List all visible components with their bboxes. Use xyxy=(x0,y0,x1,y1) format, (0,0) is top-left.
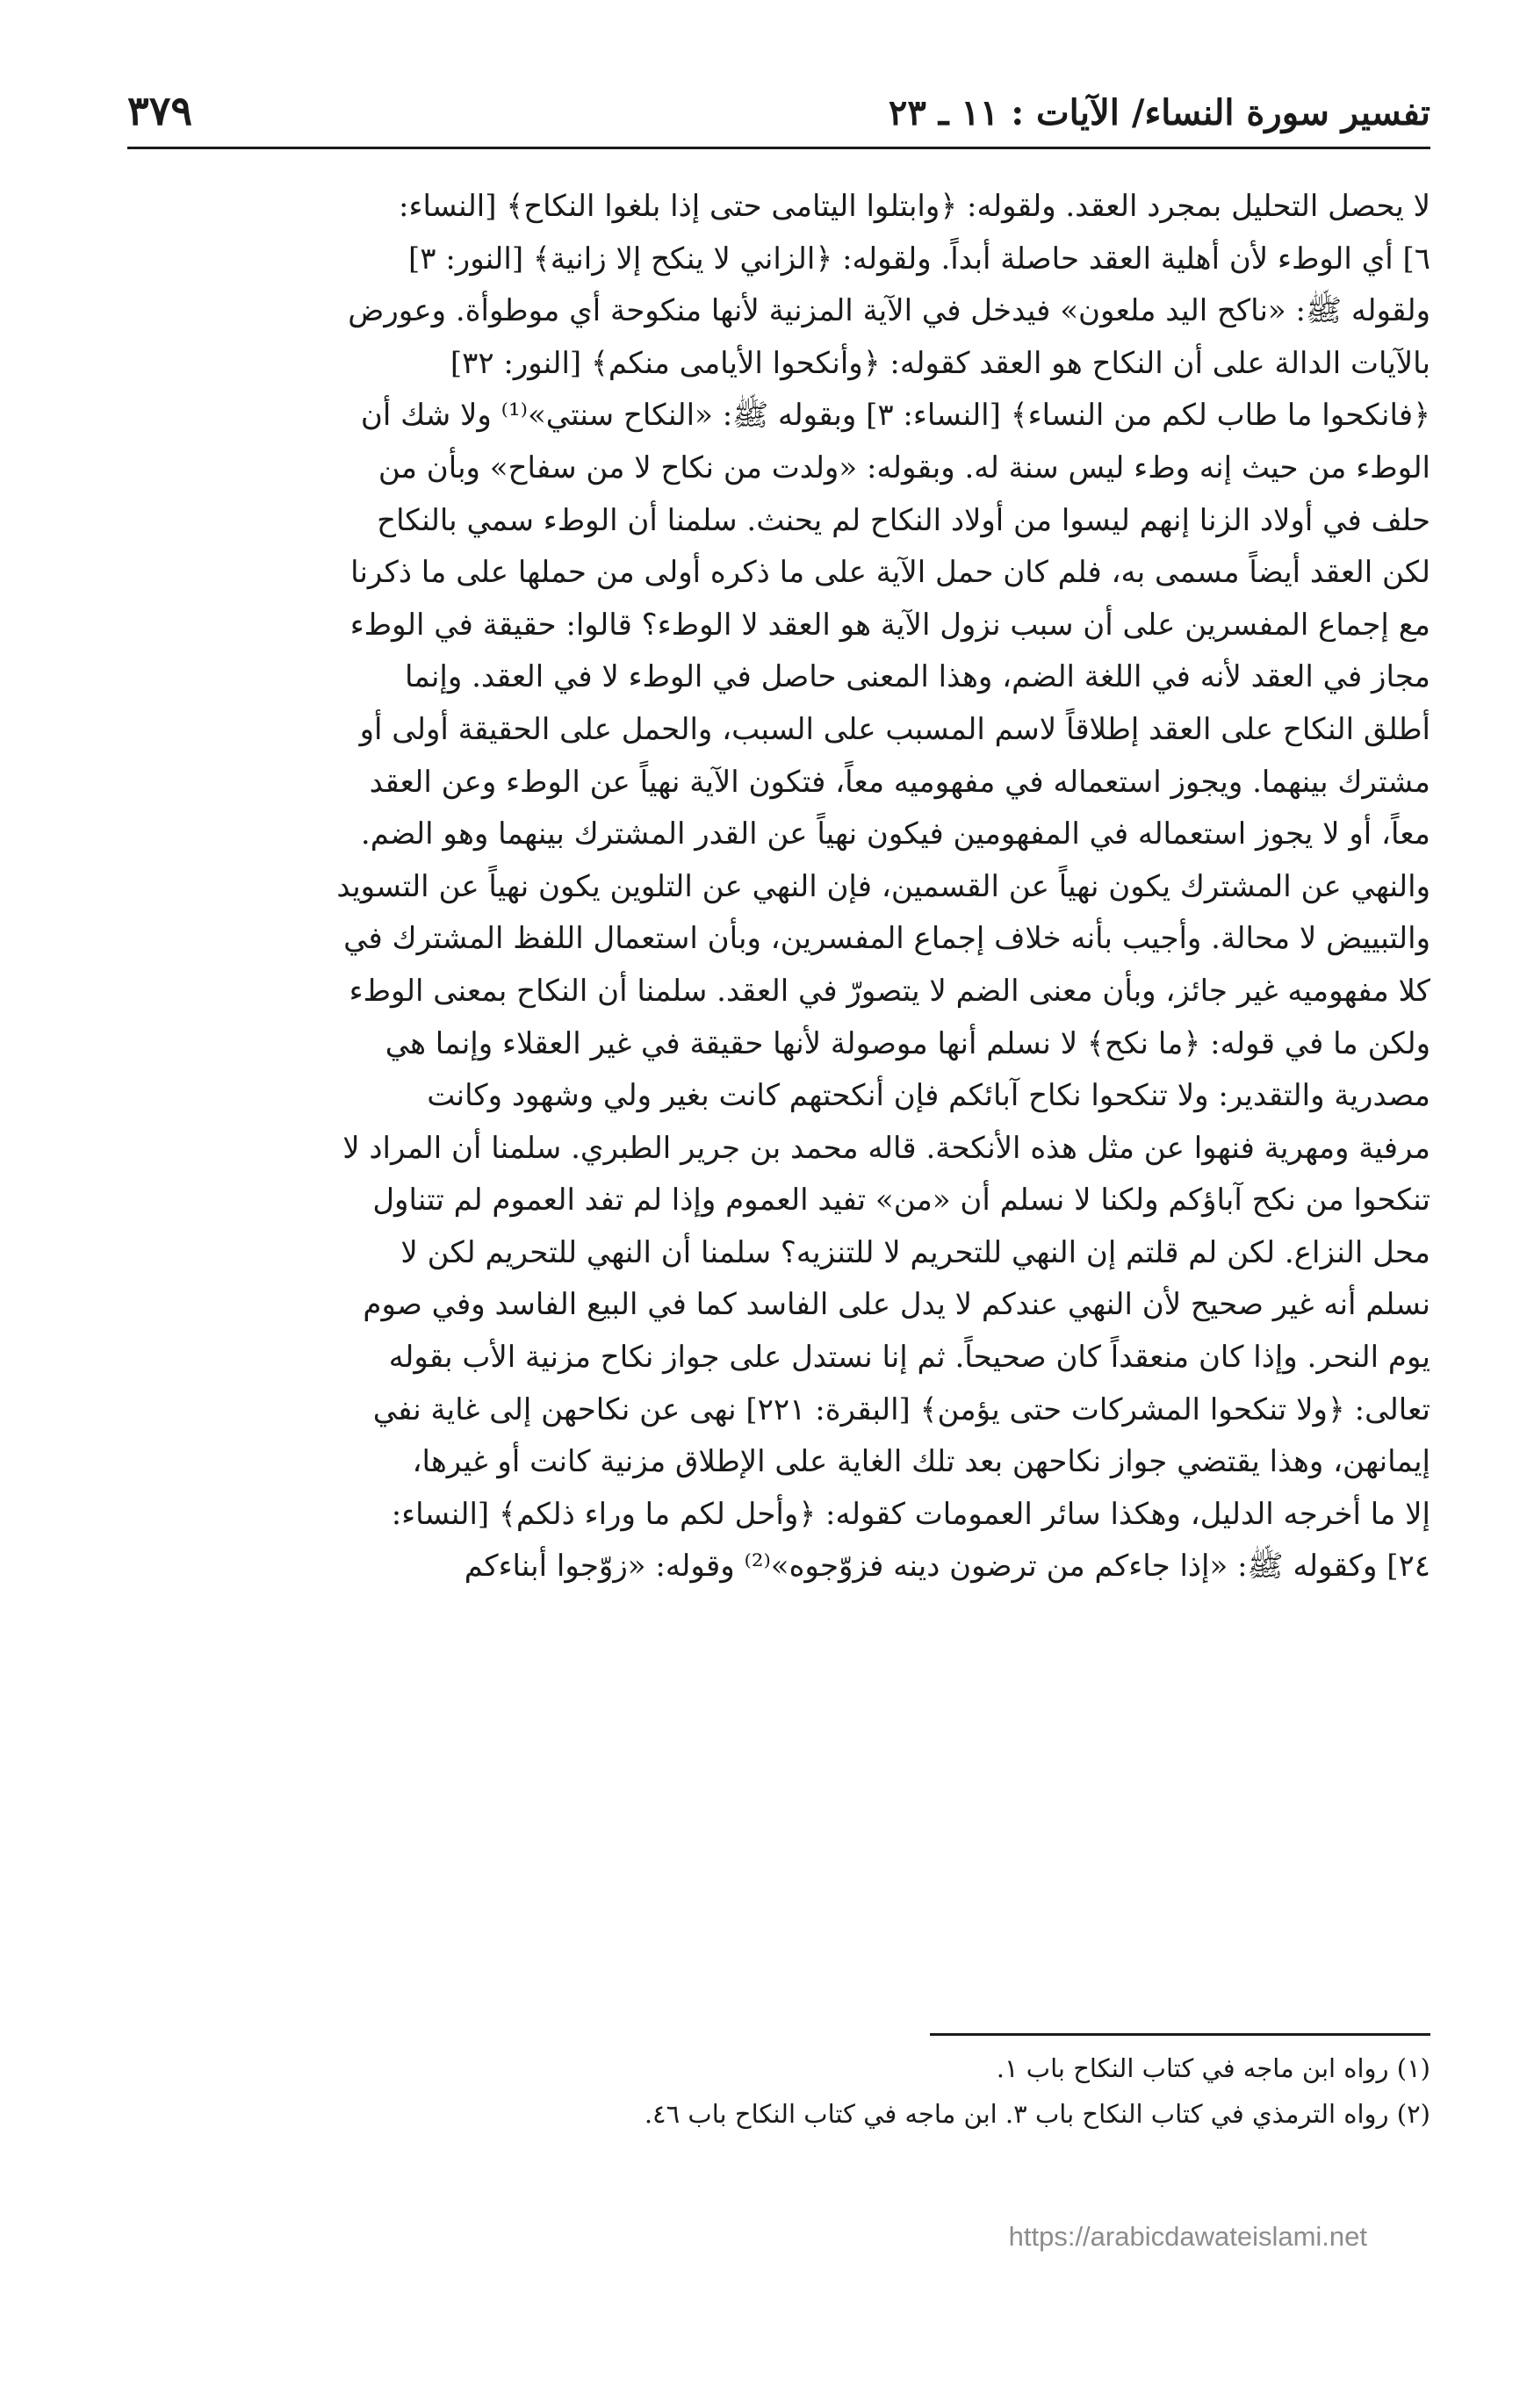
footnote-2: (٢) رواه الترمذي في كتاب النكاح باب ٣. ابن ماجه في كتاب النكاح باب ٤٦. xyxy=(644,2099,1430,2129)
text-line: إيمانهن، وهذا يقتضي جواز نكاحهن بعد تلك الغاية على الإطلاق مزنية كانت أو غيرها، xyxy=(412,1444,1430,1480)
text-line: ٢٤] وكقوله ﷺ: «إذا جاءكم من ترضون دينه فزوّجوه»⁽²⁾ وقوله: «زوّجوا أبناءكم xyxy=(464,1549,1430,1585)
watermark-url: https://arabicdawateislami.net xyxy=(1008,2221,1367,2252)
text-line: يوم النحر. وإذا كان منعقداً كان صحيحاً. ثم إنا نستدل على جواز نكاح مزنية الأب بقوله xyxy=(388,1340,1430,1376)
text-line: كلا مفهوميه غير جائز، وبأن معنى الضم لا يتصورّ في العقد. سلمنا أن النكاح بمعنى الوطء xyxy=(349,973,1430,1009)
text-line: معاً، أو لا يجوز استعماله في المفهومين فيكون نهياً عن القدر المشترك بينهما وهو الضم. xyxy=(360,816,1430,852)
text-line: مشترك بينهما. ويجوز استعماله في مفهوميه معاً، فتكون الآية نهياً عن الوطء وعن العقد xyxy=(369,764,1430,800)
footnote-rule xyxy=(930,2033,1430,2036)
text-line: مصدرية والتقدير: ولا تنكحوا نكاح آبائكم فإن أنكحتهم كانت بغير ولي وشهود وكانت xyxy=(427,1078,1430,1114)
text-line: مجاز في العقد لأنه في اللغة الضم، وهذا المعنى حاصل في الوطء لا في العقد. وإنما xyxy=(404,659,1430,695)
text-line: ولكن ما في قوله: ﴿ما نكح﴾ لا نسلم أنها موصولة لأنها حقيقة في غير العقلاء وإنما هي xyxy=(385,1025,1430,1061)
footnotes xyxy=(263,2045,1430,2137)
text-line: الوطء من حيث إنه وطء ليس سنة له. وبقوله: «ولدت من نكاح لا من سفاح» وبأن من xyxy=(378,449,1430,485)
running-title: تفسير سورة النساء/ الآيات : ١١ ـ ٢٣ xyxy=(888,92,1430,133)
page-number: ٣٧٩ xyxy=(127,87,193,134)
text-line: إلا ما أخرجه الدليل، وهكذا سائر العمومات كقوله: ﴿وأحل لكم ما وراء ذلكم﴾ [النساء: xyxy=(391,1496,1430,1532)
text-line: مع إجماع المفسرين على أن سبب نزول الآية هو العقد لا الوطء؟ قالوا: حقيقة في الوطء xyxy=(349,607,1430,643)
body-text xyxy=(105,181,1430,1593)
text-line: حلف في أولاد الزنا إنهم ليسوا من أولاد النكاح لم يحنث. سلمنا أن الوطء سمي بالنكاح xyxy=(377,502,1430,538)
header-rule xyxy=(127,147,1430,149)
text-line: محل النزاع. لكن لم قلتم إن النهي للتحريم لا للتنزيه؟ سلمنا أن النهي للتحريم لكن لا xyxy=(400,1234,1430,1270)
text-line: تعالى: ﴿ولا تنكحوا المشركات حتى يؤمن﴾ [البقرة: ٢٢١] نهى عن نكاحهن إلى غاية نفي xyxy=(372,1391,1430,1427)
text-line: ﴿فانكحوا ما طاب لكم من النساء﴾ [النساء: ٣] وبقوله ﷺ: «النكاح سنتي»⁽¹⁾ ولا شك أن xyxy=(360,398,1430,434)
text-line: أطلق النكاح على العقد إطلاقاً لاسم المسبب على السبب، والحمل على الحقيقة أولى أو xyxy=(359,711,1430,747)
text-line: ولقوله ﷺ: «ناكح اليد ملعون» فيدخل في الآية المزنية لأنها منكوحة أي موطوأة. وعورض xyxy=(348,293,1430,329)
footnote-1: (١) رواه ابن ماجه في كتاب النكاح باب ١. xyxy=(996,2053,1430,2083)
text-line: لا يحصل التحليل بمجرد العقد. ولقوله: ﴿وابتلوا اليتامى حتى إذا بلغوا النكاح﴾ [النساء: xyxy=(399,189,1430,224)
text-line: بالآيات الدالة على أن النكاح هو العقد كقوله: ﴿وأنكحوا الأيامى منكم﴾ [النور: ٣٢] xyxy=(450,345,1430,381)
text-line: والتبييض لا محالة. وأجيب بأنه خلاف إجماع المفسرين، وبأن استعمال اللفظ المشترك في xyxy=(343,921,1430,957)
text-line: تنكحوا من نكح آباؤكم ولكنا لا نسلم أن «من» تفيد العموم وإذا لم تفد العموم لم تتناول xyxy=(372,1182,1430,1218)
text-line: ٦] أي الوطء لأن أهلية العقد حاصلة أبداً. ولقوله: ﴿الزاني لا ينكح إلا زانية﴾ [النور: ٣] xyxy=(407,241,1430,277)
text-line: والنهي عن المشترك يكون نهياً عن القسمين، فإن النهي عن التلوين يكون نهياً عن التسويد xyxy=(336,868,1430,904)
text-line: نسلم أنه غير صحيح لأن النهي عندكم لا يدل على الفاسد كما في البيع الفاسد وفي صوم xyxy=(363,1287,1430,1323)
page-header xyxy=(127,83,1430,154)
text-line: مرفية ومهرية فنهوا عن مثل هذه الأنكحة. قاله محمد بن جرير الطبري. سلمنا أن المراد لا xyxy=(342,1130,1430,1166)
text-line: لكن العقد أيضاً مسمى به، فلم كان حمل الآية على ما ذكره أولى من حملها على ما ذكرنا xyxy=(350,555,1430,591)
